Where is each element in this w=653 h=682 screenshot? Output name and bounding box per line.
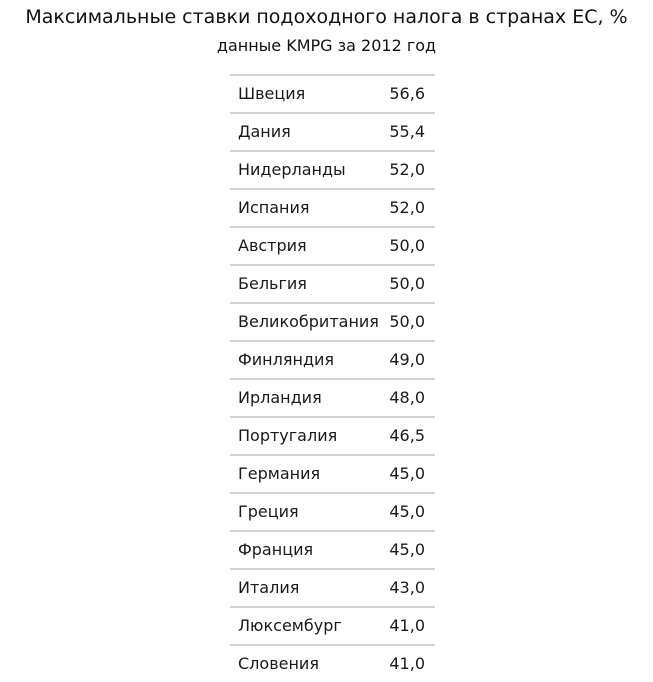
- tax-rate-cell: 52,0: [389, 198, 425, 217]
- table-row: [230, 304, 435, 342]
- table-row: [230, 380, 435, 418]
- table-row: [230, 114, 435, 152]
- table-row: [230, 228, 435, 266]
- table-row: [230, 266, 435, 304]
- country-cell: Словения: [238, 654, 319, 673]
- table-row: [230, 570, 435, 608]
- tax-rate-cell: 48,0: [389, 388, 425, 407]
- tax-rate-cell: 45,0: [389, 464, 425, 483]
- tax-rate-cell: 50,0: [389, 274, 425, 293]
- country-cell: Нидерланды: [238, 160, 346, 179]
- tax-rate-cell: 56,6: [389, 84, 425, 103]
- table-row: [230, 532, 435, 570]
- tax-rate-cell: 46,5: [389, 426, 425, 445]
- chart-subtitle: данные KMPG за 2012 год: [216, 36, 437, 55]
- tax-rate-cell: 55,4: [389, 122, 425, 141]
- country-cell: Германия: [238, 464, 321, 483]
- tax-rate-cell: 45,0: [389, 540, 425, 559]
- tax-rate-cell: 52,0: [389, 160, 425, 179]
- table-row: [230, 646, 435, 682]
- tax-rate-cell: 43,0: [389, 578, 425, 597]
- country-cell: Люксембург: [238, 616, 342, 635]
- tax-rate-cell: 41,0: [389, 654, 425, 673]
- country-cell: Ирландия: [238, 388, 322, 407]
- table-row: [230, 342, 435, 380]
- tax-rate-cell: 45,0: [389, 502, 425, 521]
- table-row: [230, 456, 435, 494]
- tax-rate-cell: 50,0: [389, 236, 425, 255]
- tax-rate-cell: 50,0: [389, 312, 425, 331]
- country-cell: Франция: [238, 540, 314, 559]
- country-cell: Греция: [238, 502, 299, 521]
- country-cell: Португалия: [238, 426, 338, 445]
- country-cell: Великобритания: [238, 312, 379, 331]
- country-cell: Финляндия: [238, 350, 335, 369]
- country-cell: Бельгия: [238, 274, 307, 293]
- country-cell: Дания: [238, 122, 291, 141]
- country-cell: Испания: [238, 198, 310, 217]
- table-row: [230, 418, 435, 456]
- table-row: [230, 190, 435, 228]
- chart-title: Максимальные ставки подоходного налога в странах ЕС, %: [25, 6, 628, 28]
- country-cell: Италия: [238, 578, 300, 597]
- table-row: [230, 152, 435, 190]
- tax-rate-cell: 49,0: [389, 350, 425, 369]
- tax-rate-table: [230, 74, 435, 682]
- table-row: [230, 608, 435, 646]
- table-row: [230, 494, 435, 532]
- table-row: [230, 76, 435, 114]
- tax-rate-cell: 41,0: [389, 616, 425, 635]
- country-cell: Австрия: [238, 236, 307, 255]
- country-cell: Швеция: [238, 84, 306, 103]
